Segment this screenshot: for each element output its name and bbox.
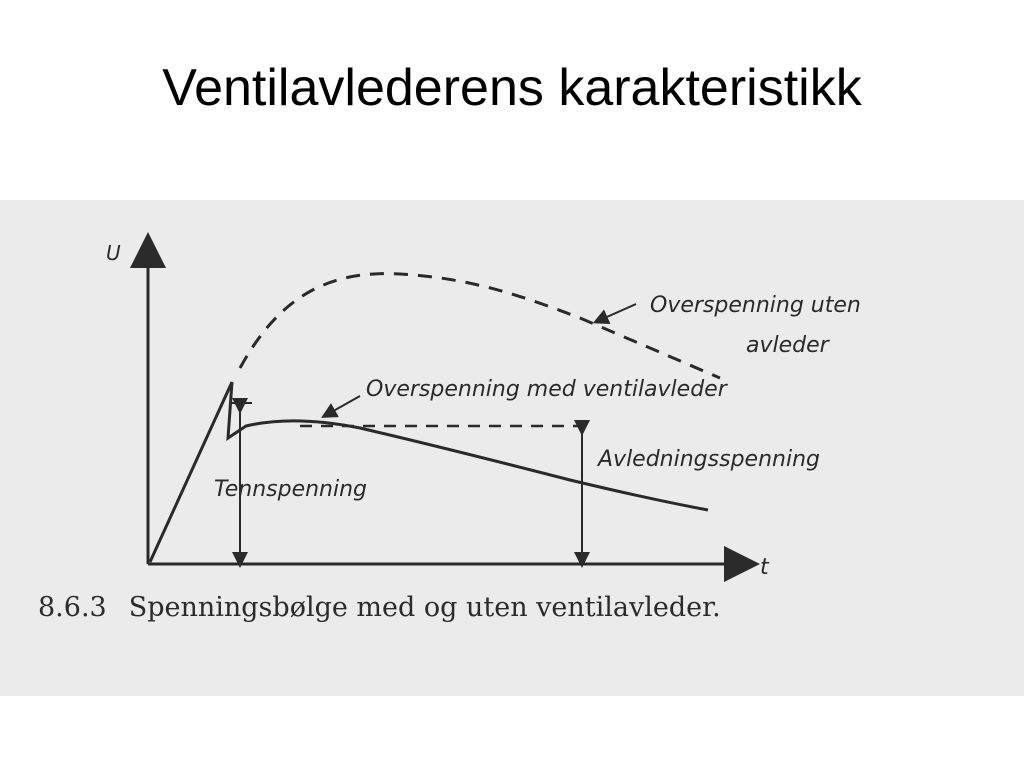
label-overvoltage-without-line2: avleder — [746, 333, 829, 358]
overvoltage-without-arrester-curve — [240, 274, 720, 378]
pointer-arrow-without — [600, 304, 636, 320]
figure-panel — [0, 200, 1024, 696]
slide-title: Ventilavlederens karakteristikk — [162, 59, 862, 117]
figure-caption — [38, 592, 998, 623]
y-axis-label: U — [106, 241, 121, 265]
label-discharge-voltage: Avledningsspenning — [598, 447, 820, 472]
wave-front-curve — [150, 382, 232, 562]
caption-number: 8.6.3 — [38, 592, 107, 623]
label-overvoltage-without-line1: Overspenning uten — [650, 293, 861, 318]
pointer-arrow-with — [328, 396, 360, 414]
x-axis-label: t — [760, 555, 769, 580]
caption-text: Spenningsbølge med og uten ventilavleder. — [128, 592, 721, 623]
label-overvoltage-with: Overspenning med ventilavleder — [366, 377, 727, 402]
label-ignition-voltage: Tennspenning — [214, 477, 368, 502]
